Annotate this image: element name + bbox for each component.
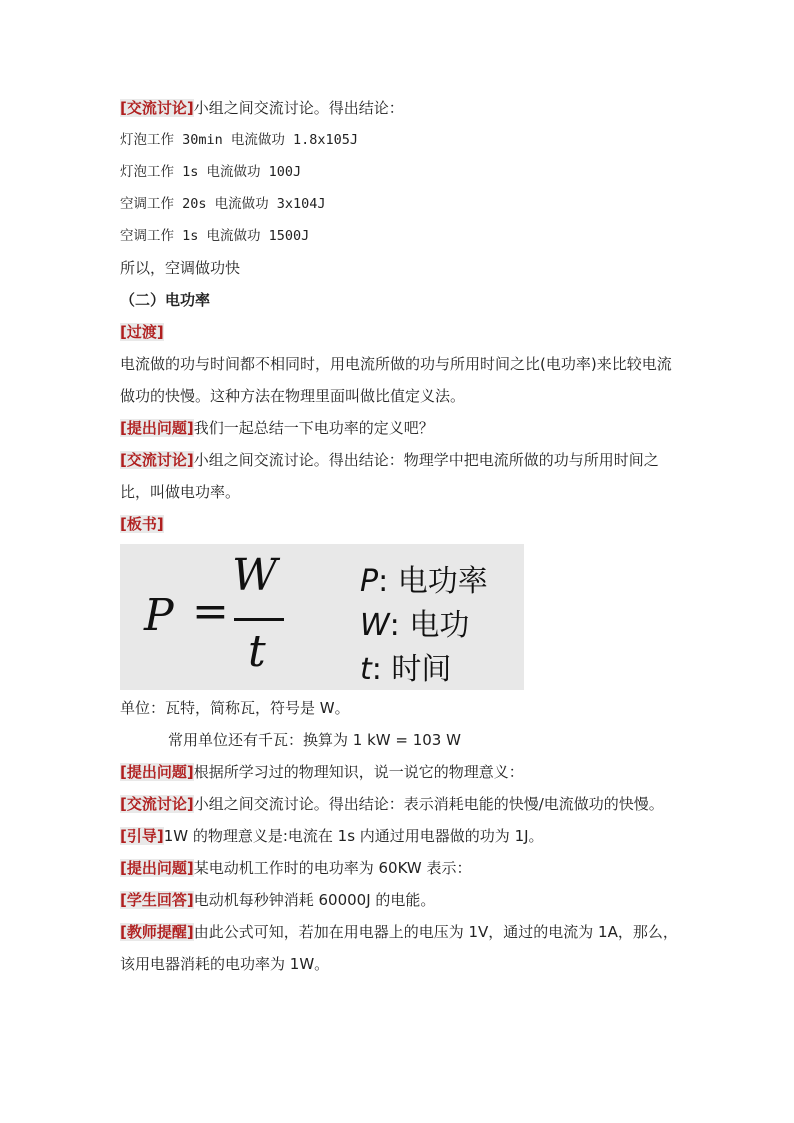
teacher-tip-tag: [教师提醒] xyxy=(120,923,194,941)
result-line-bulb-30min: 灯泡工作 30min 电流做功 1.8x105J xyxy=(120,132,359,148)
discussion-tag: [交流讨论] xyxy=(120,451,194,469)
question-text: 某电动机工作时的电功率为 60KW 表示： xyxy=(193,859,472,877)
conclusion-line: 所以，空调做功快 xyxy=(120,259,241,277)
guide-line xyxy=(120,820,680,852)
formula-denominator: t xyxy=(248,626,266,677)
board-heading xyxy=(120,508,680,540)
discussion-text: 小组之间交流讨论。得出结论：表示消耗电能的快慢/电流做功的快慢。 xyxy=(193,795,664,813)
discussion-line-3 xyxy=(120,788,680,820)
answer-tag: [学生回答] xyxy=(120,891,194,909)
result-line-ac-1s: 空调工作 1s 电流做功 1500J xyxy=(120,228,310,244)
document-page xyxy=(120,92,680,980)
discussion-text: 小组之间交流讨论。得出结论： xyxy=(193,99,404,117)
legend-meaning: 电功 xyxy=(409,608,470,643)
teacher-tip-text: 由此公式可知，若加在用电器上的电压为 1V，通过的电流为 1A，那么，该用电器消耗的电功率为 1W。 xyxy=(120,923,678,973)
formula-numerator: W xyxy=(232,550,278,601)
discussion-tag: [交流讨论] xyxy=(120,99,194,117)
legend-row-power: P: 电功率 xyxy=(360,564,488,599)
discussion-tag: [交流讨论] xyxy=(120,795,194,813)
legend-row-time: t: 时间 xyxy=(360,652,452,687)
formula-equals: = xyxy=(192,586,229,637)
legend-symbol: P xyxy=(360,564,379,599)
question-text: 我们一起总结一下电功率的定义吧？ xyxy=(193,419,434,437)
legend-symbol: W xyxy=(360,608,390,643)
legend-row-work: W: 电功 xyxy=(360,608,470,643)
transition-heading xyxy=(120,316,680,348)
board-tag: [板书] xyxy=(120,515,164,533)
discussion-line-1 xyxy=(120,92,680,124)
question-line-2 xyxy=(120,756,680,788)
answer-line xyxy=(120,884,680,916)
result-line-ac-20s: 空调工作 20s 电流做功 3x104J xyxy=(120,196,326,212)
unit-line: 单位：瓦特，简称瓦，符号是 W。 xyxy=(120,699,350,717)
transition-tag: [过渡] xyxy=(120,323,164,341)
guide-text: 1W 的物理意义是:电流在 1s 内通过用电器做的功为 1J。 xyxy=(163,827,544,845)
question-line-3 xyxy=(120,852,680,884)
section-heading: （二）电功率 xyxy=(120,291,211,309)
teacher-tip-line xyxy=(120,916,680,980)
discussion-text: 小组之间交流讨论。得出结论：物理学中把电流所做的功与所用时间之比，叫做电功率。 xyxy=(120,451,659,501)
question-text: 根据所学习过的物理知识，说一说它的物理意义： xyxy=(193,763,524,781)
guide-tag: [引导] xyxy=(120,827,164,845)
legend-symbol: t xyxy=(360,652,372,687)
question-tag: [提出问题] xyxy=(120,859,194,877)
transition-paragraph: 电流做的功与时间都不相同时，用电流所做的功与所用时间之比(电功率)来比较电流做功的快慢。这种方法在物理里面叫做比值定义法。 xyxy=(120,355,672,405)
question-tag: [提出问题] xyxy=(120,419,194,437)
question-line-1 xyxy=(120,412,680,444)
formula-lhs: P xyxy=(144,590,174,641)
unit-conversion-line: 常用单位还有千瓦：换算为 1 kW = 103 W xyxy=(168,731,461,749)
answer-text: 电动机每秒钟消耗 60000J 的电能。 xyxy=(193,891,436,909)
fraction-bar xyxy=(234,618,284,621)
discussion-line-2 xyxy=(120,444,680,508)
result-line-bulb-1s: 灯泡工作 1s 电流做功 100J xyxy=(120,164,302,180)
question-tag: [提出问题] xyxy=(120,763,194,781)
legend-meaning: 电功率 xyxy=(397,564,488,599)
power-formula-image xyxy=(120,544,524,690)
legend-meaning: 时间 xyxy=(391,652,452,687)
